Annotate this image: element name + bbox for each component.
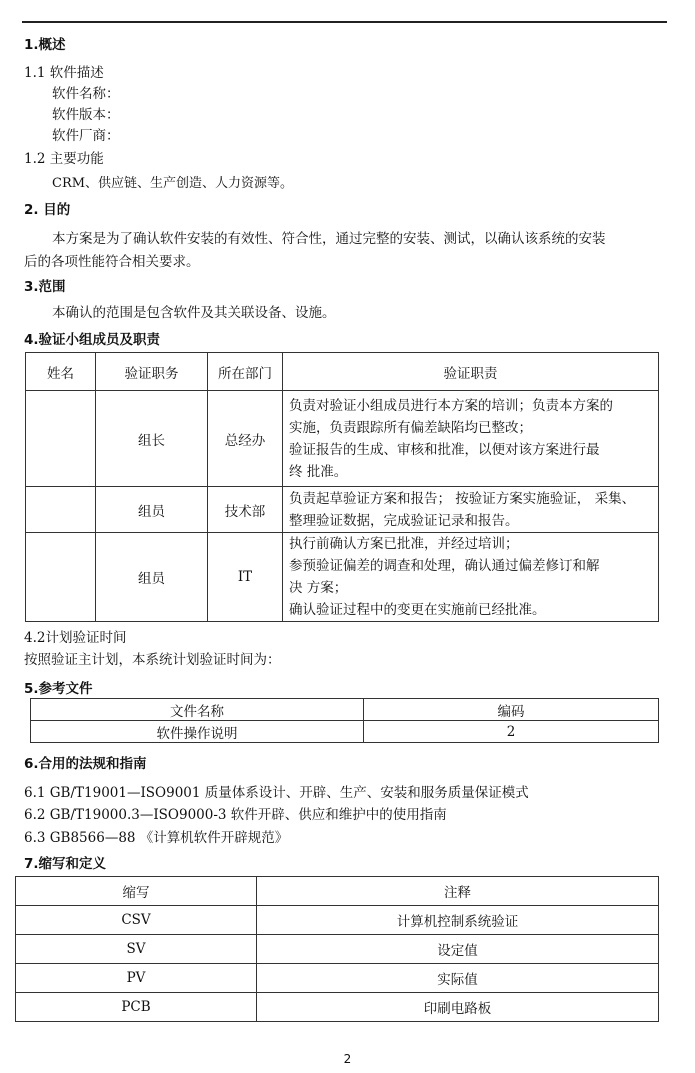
member-duty (283, 487, 659, 533)
header-code: 编码 (364, 699, 659, 721)
header-rule (22, 21, 667, 23)
header-name: 姓名 (26, 353, 96, 391)
table-row (26, 487, 659, 533)
purpose-line-1: 本方案是为了确认软件安装的有效性、符合性，通过完整的安装、测试，以确认该系统的安装 (52, 231, 606, 247)
member-dept: IT (208, 533, 283, 622)
member-dept: 技术部 (208, 487, 283, 533)
duty-line: 确认验证过程中的变更在实施前已经批准。 (289, 602, 546, 618)
header-role: 验证职务 (96, 353, 208, 391)
section-5-title: 5.参考文件 (24, 681, 93, 697)
abbr-cell: SV (16, 935, 257, 964)
member-duty (283, 391, 659, 487)
software-name-label: 软件名称： (52, 86, 120, 102)
duty-line: 实施，负责跟踪所有偏差缺陷均已整改； (289, 419, 532, 436)
table-row (26, 533, 659, 622)
member-role: 组长 (96, 391, 208, 487)
table-row (26, 391, 659, 487)
note-cell: 计算机控制系统验证 (257, 906, 659, 935)
software-version-label: 软件版本： (52, 107, 120, 123)
table-row (16, 993, 659, 1022)
section-1-2-title: 1.2 主要功能 (24, 151, 104, 167)
duty-line: 决 方案； (289, 580, 348, 596)
header-duty: 验证职责 (283, 353, 659, 391)
duty-line: 负责对验证小组成员进行本方案的培训；负责本方案的 (289, 397, 613, 414)
reference-table (30, 698, 659, 743)
regulation-item: 6.3 GB8566—88 《计算机软件开辟规范》 (24, 830, 289, 846)
duty-line: 整理验证数据，完成验证记录和报告。 (289, 512, 519, 529)
abbr-cell: CSV (16, 906, 257, 935)
scope-text: 本确认的范围是包含软件及其关联设备、设施。 (52, 305, 336, 321)
plan-time-text: 按照验证主计划，本系统计划验证时间为： (24, 652, 281, 668)
duty-line: 验证报告的生成、审核和批准，以便对该方案进行最 (289, 441, 600, 458)
member-role: 组员 (96, 533, 208, 622)
header-abbr: 缩写 (16, 877, 257, 906)
table-row (16, 906, 659, 935)
note-cell: 设定值 (257, 935, 659, 964)
purpose-line-2: 后的各项性能符合相关要求。 (24, 254, 200, 270)
team-table-header (26, 353, 659, 391)
section-3-title: 3.范围 (24, 279, 66, 295)
member-name (26, 533, 96, 622)
duty-line: 执行前确认方案已批准，并经过培训； (289, 536, 519, 552)
doc-code: 2 (364, 721, 659, 743)
member-dept: 总经办 (208, 391, 283, 487)
section-4-title: 4.验证小组成员及职责 (24, 332, 161, 348)
header-note: 注释 (257, 877, 659, 906)
note-cell: 印刷电路板 (257, 993, 659, 1022)
duty-line: 负责起草验证方案和报告； 按验证方案实施验证， 采集、 (289, 490, 636, 507)
table-row (16, 935, 659, 964)
table-row (31, 721, 659, 743)
page-number: 2 (343, 1052, 352, 1066)
duty-line: 终 批准。 (289, 463, 348, 480)
section-4-2-title: 4.2计划验证时间 (24, 630, 127, 646)
duty-line: 参预验证偏差的调查和处理，确认通过偏差修订和解 (289, 558, 600, 574)
doc-name: 软件操作说明 (31, 721, 364, 743)
section-7-title: 7.缩写和定义 (24, 856, 107, 872)
section-6-title: 6.合用的法规和指南 (24, 756, 147, 772)
software-vendor-label: 软件厂商： (52, 128, 120, 144)
abbr-cell: PV (16, 964, 257, 993)
table-row (16, 964, 659, 993)
section-1-1-title: 1.1 软件描述 (24, 65, 104, 81)
regulation-item: 6.1 GB/T19001—ISO9001 质量体系设计、开辟、生产、安装和服务质量保证模式 (24, 785, 529, 801)
abbreviation-table-header (16, 877, 659, 906)
abbr-cell: PCB (16, 993, 257, 1022)
team-table (25, 352, 659, 622)
header-dept: 所在部门 (208, 353, 283, 391)
section-2-title: 2. 目的 (24, 202, 71, 218)
member-name (26, 391, 96, 487)
note-cell: 实际值 (257, 964, 659, 993)
section-1-title: 1.概述 (24, 37, 66, 53)
reference-table-header (31, 699, 659, 721)
main-functions-text: CRM、供应链、生产创造、人力资源等。 (52, 176, 294, 191)
member-role: 组员 (96, 487, 208, 533)
header-doc-name: 文件名称 (31, 699, 364, 721)
member-duty (283, 533, 659, 622)
regulation-item: 6.2 GB/T19000.3—ISO9000-3 软件开辟、供应和维护中的使用指南 (24, 807, 447, 823)
member-name (26, 487, 96, 533)
abbreviation-table (15, 876, 659, 1022)
